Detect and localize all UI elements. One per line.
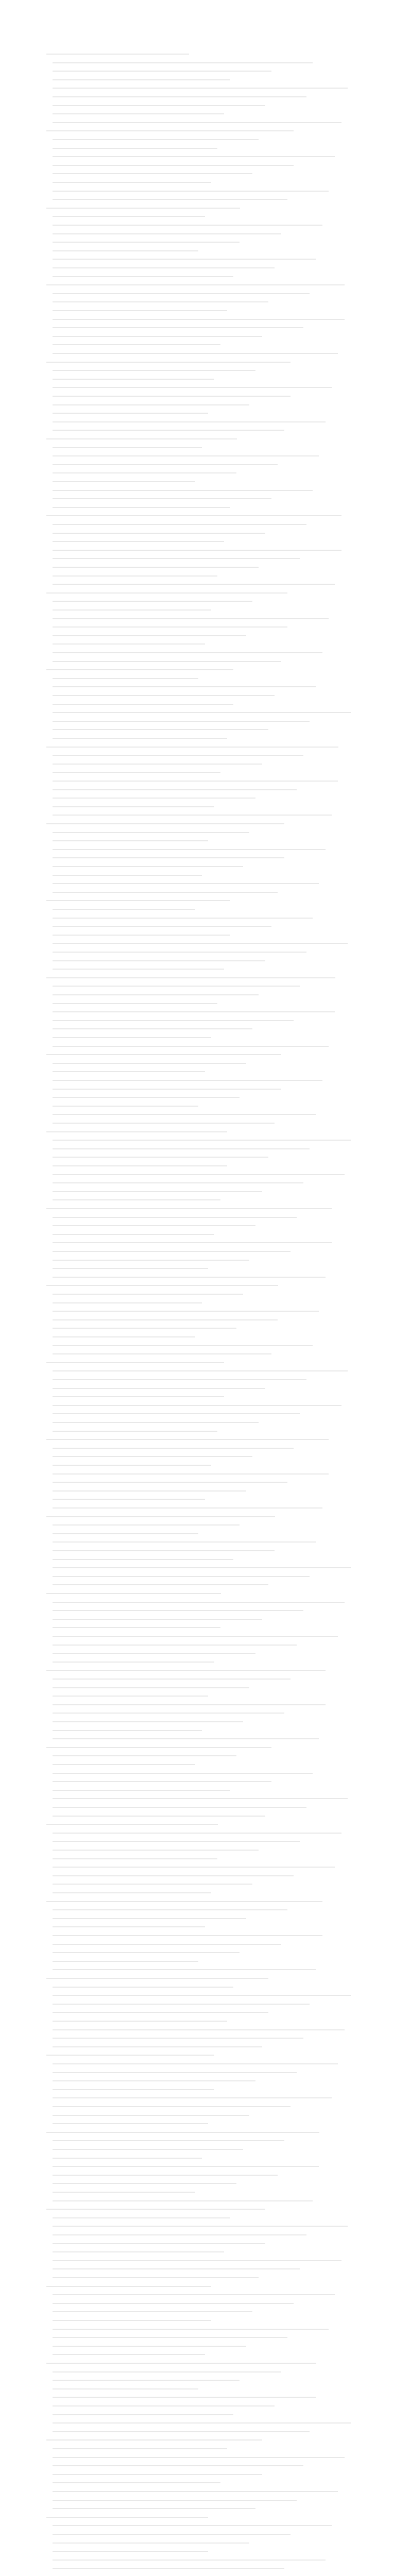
text-line-placeholder <box>53 2106 291 2107</box>
text-line-placeholder <box>53 472 236 473</box>
text-line-placeholder <box>53 404 249 405</box>
text-line-placeholder <box>53 1738 319 1739</box>
text-line-placeholder <box>53 2457 345 2458</box>
text-line-placeholder <box>53 113 224 114</box>
text-line-placeholder <box>53 738 227 739</box>
text-line-placeholder <box>53 1456 252 1457</box>
text-line-placeholder <box>46 438 237 439</box>
text-line-placeholder <box>46 669 233 670</box>
text-line-placeholder <box>53 798 255 799</box>
text-line-placeholder <box>53 1319 278 1320</box>
text-line-placeholder <box>53 1850 259 1851</box>
text-line-placeholder <box>53 986 300 987</box>
text-line-placeholder <box>46 2363 316 2364</box>
text-line-placeholder <box>53 1541 316 1543</box>
text-line-placeholder <box>53 755 303 756</box>
text-line-placeholder <box>53 1277 326 1278</box>
text-line-placeholder <box>53 1730 202 1731</box>
text-line-placeholder <box>53 626 287 628</box>
text-line-placeholder <box>53 652 322 653</box>
text-line-placeholder <box>53 199 287 200</box>
text-line-placeholder <box>53 88 348 89</box>
text-line-placeholder <box>53 1995 351 1996</box>
text-line-placeholder <box>46 2439 262 2441</box>
text-line-placeholder <box>53 387 332 388</box>
text-line-placeholder <box>53 267 275 268</box>
document-body <box>46 54 364 2576</box>
text-line-placeholder <box>53 1499 205 1500</box>
text-line-placeholder <box>53 1935 322 1936</box>
text-line-placeholder <box>53 2491 338 2492</box>
text-line-placeholder <box>53 2217 230 2218</box>
text-line-placeholder <box>53 173 252 174</box>
text-line-placeholder <box>53 1251 291 1252</box>
text-line-placeholder <box>53 2388 198 2389</box>
text-line-placeholder <box>53 943 348 944</box>
text-line-placeholder <box>53 1533 198 1534</box>
text-line-placeholder <box>53 2482 220 2483</box>
text-line-placeholder <box>53 2029 345 2030</box>
text-line-placeholder <box>53 242 240 243</box>
text-line-placeholder <box>53 1157 268 1158</box>
text-line-placeholder <box>53 2097 332 2098</box>
text-line-placeholder <box>46 1208 332 1209</box>
text-line-placeholder <box>53 1610 303 1611</box>
text-line-placeholder <box>53 1182 303 1183</box>
text-line-placeholder <box>46 2209 265 2210</box>
text-line-placeholder <box>53 1584 268 1585</box>
text-line-placeholder <box>46 1978 268 1979</box>
text-line-placeholder <box>53 618 329 619</box>
text-line-placeholder <box>53 319 345 320</box>
text-line-placeholder <box>53 550 341 551</box>
text-line-placeholder <box>46 747 338 748</box>
text-line-placeholder <box>53 96 306 97</box>
text-line-placeholder <box>53 1046 329 1047</box>
text-line-placeholder <box>53 1217 297 1218</box>
text-line-placeholder <box>53 259 316 260</box>
text-line-placeholder <box>46 1362 224 1363</box>
text-line-placeholder <box>53 379 214 380</box>
text-line-placeholder <box>53 2311 252 2312</box>
text-line-placeholder <box>53 2192 195 2193</box>
text-line-placeholder <box>53 2251 224 2252</box>
text-line-placeholder <box>46 1054 281 1055</box>
text-line-placeholder <box>53 344 220 345</box>
text-line-placeholder <box>53 2422 351 2424</box>
text-line-placeholder <box>53 857 284 858</box>
text-line-placeholder <box>53 1798 348 1799</box>
text-line-placeholder <box>53 1602 345 1603</box>
text-line-placeholder <box>53 2268 300 2269</box>
text-line-placeholder <box>53 353 338 354</box>
text-line-placeholder <box>53 952 306 953</box>
text-line-placeholder <box>53 507 230 508</box>
text-line-placeholder <box>53 2294 335 2295</box>
text-line-placeholder <box>53 62 313 63</box>
text-line-placeholder <box>53 1884 252 1885</box>
text-line-placeholder <box>53 2303 294 2304</box>
text-line-placeholder <box>53 156 335 157</box>
text-line-placeholder <box>53 1576 310 1577</box>
text-line-placeholder <box>46 2286 211 2287</box>
text-line-placeholder <box>53 575 217 577</box>
text-line-placeholder <box>53 1097 240 1098</box>
text-line-placeholder <box>53 1662 214 1663</box>
text-line-placeholder <box>53 1704 326 1705</box>
text-line-placeholder <box>53 1918 246 1919</box>
text-line-placeholder <box>53 2175 278 2176</box>
text-line-placeholder <box>53 1645 297 1646</box>
text-line-placeholder <box>53 1370 348 1371</box>
text-line-placeholder <box>53 2500 297 2501</box>
text-line-placeholder <box>53 806 214 807</box>
text-line-placeholder <box>53 2525 332 2526</box>
text-line-placeholder <box>53 1413 300 1414</box>
text-line-placeholder <box>53 1944 281 1945</box>
text-line-placeholder <box>53 815 332 816</box>
text-line-placeholder <box>53 558 300 559</box>
text-line-placeholder <box>53 2371 281 2372</box>
text-line-placeholder <box>53 2115 249 2116</box>
text-line-placeholder <box>53 122 341 123</box>
text-line-placeholder <box>53 2346 246 2347</box>
text-line-placeholder <box>53 2080 255 2081</box>
text-line-placeholder <box>53 1388 265 1389</box>
text-line-placeholder <box>53 2543 249 2544</box>
text-line-placeholder <box>53 1234 214 1235</box>
text-line-placeholder <box>53 1969 316 1970</box>
text-line-placeholder <box>53 1524 240 1526</box>
text-line-placeholder <box>53 729 268 730</box>
text-line-placeholder <box>46 130 294 131</box>
text-line-placeholder <box>53 1063 246 1064</box>
text-line-placeholder <box>53 1003 217 1004</box>
text-line-placeholder <box>53 2337 287 2338</box>
text-line-placeholder <box>53 182 211 183</box>
text-line-placeholder <box>53 1379 306 1380</box>
text-line-placeholder <box>46 1285 278 1286</box>
text-line-placeholder <box>46 1439 329 1440</box>
text-line-placeholder <box>53 2149 243 2150</box>
text-line-placeholder <box>53 875 202 876</box>
text-line-placeholder <box>53 883 319 884</box>
text-line-placeholder <box>46 1824 218 1825</box>
text-line-placeholder <box>53 1687 249 1688</box>
text-line-placeholder <box>53 490 313 491</box>
text-line-placeholder <box>53 1909 287 1910</box>
text-line-placeholder <box>53 2063 338 2064</box>
text-line-placeholder <box>53 2089 214 2090</box>
text-line-placeholder <box>53 139 259 140</box>
text-line-placeholder <box>46 362 291 363</box>
text-line-placeholder <box>53 1123 275 1124</box>
text-line-placeholder <box>53 686 316 687</box>
text-line-placeholder <box>46 2132 319 2133</box>
text-line-placeholder <box>53 413 208 414</box>
text-line-placeholder <box>53 1353 271 1354</box>
text-line-placeholder <box>53 1961 198 1962</box>
text-line-placeholder <box>53 1080 322 1081</box>
text-line-placeholder <box>46 592 287 594</box>
text-line-placeholder <box>53 1302 202 1303</box>
text-line-placeholder <box>53 1858 217 1859</box>
text-line-placeholder <box>53 1619 262 1620</box>
text-line-placeholder <box>53 2448 227 2449</box>
text-line-placeholder <box>53 918 313 919</box>
text-line-placeholder <box>46 1747 271 1748</box>
text-line-placeholder <box>53 498 271 499</box>
text-line-placeholder <box>53 2277 259 2278</box>
text-line-placeholder <box>53 293 310 294</box>
text-line-placeholder <box>53 2021 227 2022</box>
text-line-placeholder <box>53 1755 236 1756</box>
text-line-placeholder <box>53 909 195 910</box>
text-line-placeholder <box>53 396 291 397</box>
text-line-placeholder <box>53 840 208 841</box>
text-line-placeholder <box>53 1867 335 1868</box>
text-line-placeholder <box>53 772 220 773</box>
text-line-placeholder <box>53 2004 310 2005</box>
text-line-placeholder <box>53 1764 195 1765</box>
text-line-placeholder <box>53 2431 310 2432</box>
text-line-placeholder <box>53 2234 306 2235</box>
text-line-placeholder <box>53 1405 341 1406</box>
text-line-placeholder <box>53 165 294 166</box>
text-line-placeholder <box>53 1396 224 1397</box>
text-line-placeholder <box>53 1875 294 1876</box>
text-line-placeholder <box>46 284 345 285</box>
text-line-placeholder <box>46 1901 322 1902</box>
text-line-placeholder <box>53 1490 246 1492</box>
text-line-placeholder <box>53 635 246 636</box>
text-line-placeholder <box>53 1559 233 1560</box>
text-line-placeholder <box>46 2517 208 2518</box>
text-line-placeholder <box>53 2474 262 2475</box>
text-line-placeholder <box>53 2397 316 2398</box>
text-line-placeholder <box>53 935 230 936</box>
text-line-placeholder <box>53 191 329 192</box>
text-line-placeholder <box>53 2354 205 2355</box>
text-line-placeholder <box>53 1242 332 1243</box>
text-line-placeholder <box>46 1670 326 1671</box>
text-line-placeholder <box>53 2158 202 2159</box>
text-line-placeholder <box>53 276 233 277</box>
text-line-placeholder <box>53 2508 255 2509</box>
text-line-placeholder <box>53 2038 303 2039</box>
text-line-placeholder <box>53 643 205 645</box>
text-line-placeholder <box>46 515 341 516</box>
text-line-placeholder <box>53 1841 300 1842</box>
text-line-placeholder <box>53 533 265 534</box>
text-line-placeholder <box>53 789 297 790</box>
text-line-placeholder <box>53 1071 205 1072</box>
text-line-placeholder <box>53 2320 211 2321</box>
text-line-placeholder <box>53 661 281 662</box>
text-line-placeholder <box>53 2405 275 2406</box>
text-line-placeholder <box>53 2260 341 2261</box>
text-line-placeholder <box>46 1131 227 1132</box>
text-line-placeholder <box>53 832 249 833</box>
text-line-placeholder <box>53 1011 335 1012</box>
text-line-placeholder <box>53 1507 322 1509</box>
text-line-placeholder <box>53 524 306 525</box>
text-line-placeholder <box>53 2123 208 2124</box>
text-line-placeholder <box>53 1191 262 1192</box>
text-line-placeholder <box>53 2329 329 2330</box>
text-line-placeholder <box>53 464 278 465</box>
text-line-placeholder <box>53 447 202 448</box>
text-line-placeholder <box>53 421 326 422</box>
text-line-placeholder <box>53 1773 313 1774</box>
text-line-placeholder <box>53 1696 208 1697</box>
text-line-placeholder <box>53 2200 313 2201</box>
text-line-placeholder <box>53 1473 329 1475</box>
text-line-placeholder <box>46 823 284 824</box>
text-line-placeholder <box>53 695 275 696</box>
text-line-placeholder <box>53 1268 208 1269</box>
text-line-placeholder <box>53 1037 211 1038</box>
text-line-placeholder <box>53 678 198 679</box>
text-line-placeholder <box>53 1550 275 1551</box>
text-line-placeholder <box>53 1833 341 1834</box>
text-line-placeholder <box>53 1114 316 1115</box>
text-line-placeholder <box>53 1028 252 1029</box>
text-line-placeholder <box>53 336 262 337</box>
text-line-placeholder <box>53 370 255 371</box>
text-line-placeholder <box>53 2072 297 2073</box>
text-line-placeholder <box>53 430 284 431</box>
text-line-placeholder <box>53 704 233 705</box>
text-line-placeholder <box>53 721 310 722</box>
text-line-placeholder <box>53 1465 211 1466</box>
text-line-placeholder <box>53 1807 306 1808</box>
text-line-placeholder <box>53 225 322 226</box>
text-line-placeholder <box>53 1140 351 1141</box>
text-line-placeholder <box>53 105 265 106</box>
text-line-placeholder <box>53 2551 208 2552</box>
text-line-placeholder <box>53 1165 227 1166</box>
text-line-placeholder <box>53 2012 268 2013</box>
text-line-placeholder <box>53 1713 284 1714</box>
text-line-placeholder <box>53 1987 233 1988</box>
text-line-placeholder <box>53 1311 319 1312</box>
text-line-placeholder <box>53 2226 348 2227</box>
text-line-placeholder <box>46 1593 221 1594</box>
text-line-placeholder <box>53 994 259 995</box>
text-line-placeholder <box>53 1448 294 1449</box>
text-line-placeholder <box>53 1089 281 1090</box>
text-line-placeholder <box>53 2046 262 2047</box>
text-line-placeholder <box>53 1431 217 1432</box>
text-line-placeholder <box>53 712 351 713</box>
text-line-placeholder <box>53 2414 233 2415</box>
text-line-placeholder <box>53 960 265 961</box>
text-line-placeholder <box>53 1653 255 1654</box>
text-line-placeholder <box>53 781 338 782</box>
text-line-placeholder <box>46 977 335 978</box>
text-line-placeholder <box>53 1336 195 1337</box>
text-line-placeholder <box>46 208 240 209</box>
text-line-placeholder <box>46 900 230 901</box>
text-line-placeholder <box>53 1020 294 1021</box>
text-line-placeholder <box>53 327 303 328</box>
text-line-placeholder <box>53 1636 338 1637</box>
text-line-placeholder <box>53 1679 291 1680</box>
text-line-placeholder <box>53 233 281 234</box>
text-line-placeholder <box>53 1294 243 1295</box>
text-line-placeholder <box>46 54 189 55</box>
text-line-placeholder <box>53 250 198 251</box>
text-line-placeholder <box>53 1567 351 1568</box>
text-line-placeholder <box>53 1721 243 1722</box>
text-line-placeholder <box>53 849 326 850</box>
text-line-placeholder <box>53 2243 265 2244</box>
text-line-placeholder <box>53 310 227 311</box>
text-line-placeholder <box>53 455 319 456</box>
text-line-placeholder <box>53 969 224 970</box>
text-line-placeholder <box>53 764 262 765</box>
text-line-placeholder <box>53 1174 345 1175</box>
text-line-placeholder <box>53 601 252 602</box>
text-line-placeholder <box>53 609 211 611</box>
text-line-placeholder <box>53 1952 240 1953</box>
text-line-placeholder <box>53 567 259 568</box>
text-line-placeholder <box>53 1328 236 1329</box>
text-line-placeholder <box>53 541 224 542</box>
text-line-placeholder <box>53 1199 220 1200</box>
text-line-placeholder <box>53 1781 271 1782</box>
text-line-placeholder <box>53 1225 255 1226</box>
text-line-placeholder <box>53 1816 265 1817</box>
text-line-placeholder <box>53 584 335 585</box>
text-line-placeholder <box>53 148 217 149</box>
text-line-placeholder <box>53 2380 240 2381</box>
text-line-placeholder <box>53 2465 303 2466</box>
text-line-placeholder <box>53 216 205 217</box>
text-line-placeholder <box>53 1892 211 1893</box>
text-line-placeholder <box>53 1482 287 1483</box>
text-line-placeholder <box>53 2568 284 2569</box>
text-line-placeholder <box>53 2140 284 2141</box>
text-line-placeholder <box>53 2166 319 2167</box>
text-line-placeholder <box>53 926 271 927</box>
text-line-placeholder <box>53 892 278 893</box>
text-line-placeholder <box>53 1345 313 1346</box>
text-line-placeholder <box>53 481 195 482</box>
text-line-placeholder <box>53 2534 291 2535</box>
text-line-placeholder <box>46 2055 214 2056</box>
text-line-placeholder <box>53 2560 326 2561</box>
text-line-placeholder <box>53 79 230 80</box>
text-line-placeholder <box>53 1790 230 1791</box>
text-line-placeholder <box>53 2183 236 2184</box>
text-line-placeholder <box>53 71 271 72</box>
text-line-placeholder <box>53 1106 198 1107</box>
text-line-placeholder <box>53 1148 310 1149</box>
text-line-placeholder <box>53 301 268 302</box>
text-line-placeholder <box>46 1516 275 1517</box>
text-line-placeholder <box>53 1260 249 1261</box>
text-line-placeholder <box>53 1627 220 1628</box>
text-line-placeholder <box>53 1926 205 1927</box>
text-line-placeholder <box>53 866 243 867</box>
text-line-placeholder <box>53 1422 259 1423</box>
